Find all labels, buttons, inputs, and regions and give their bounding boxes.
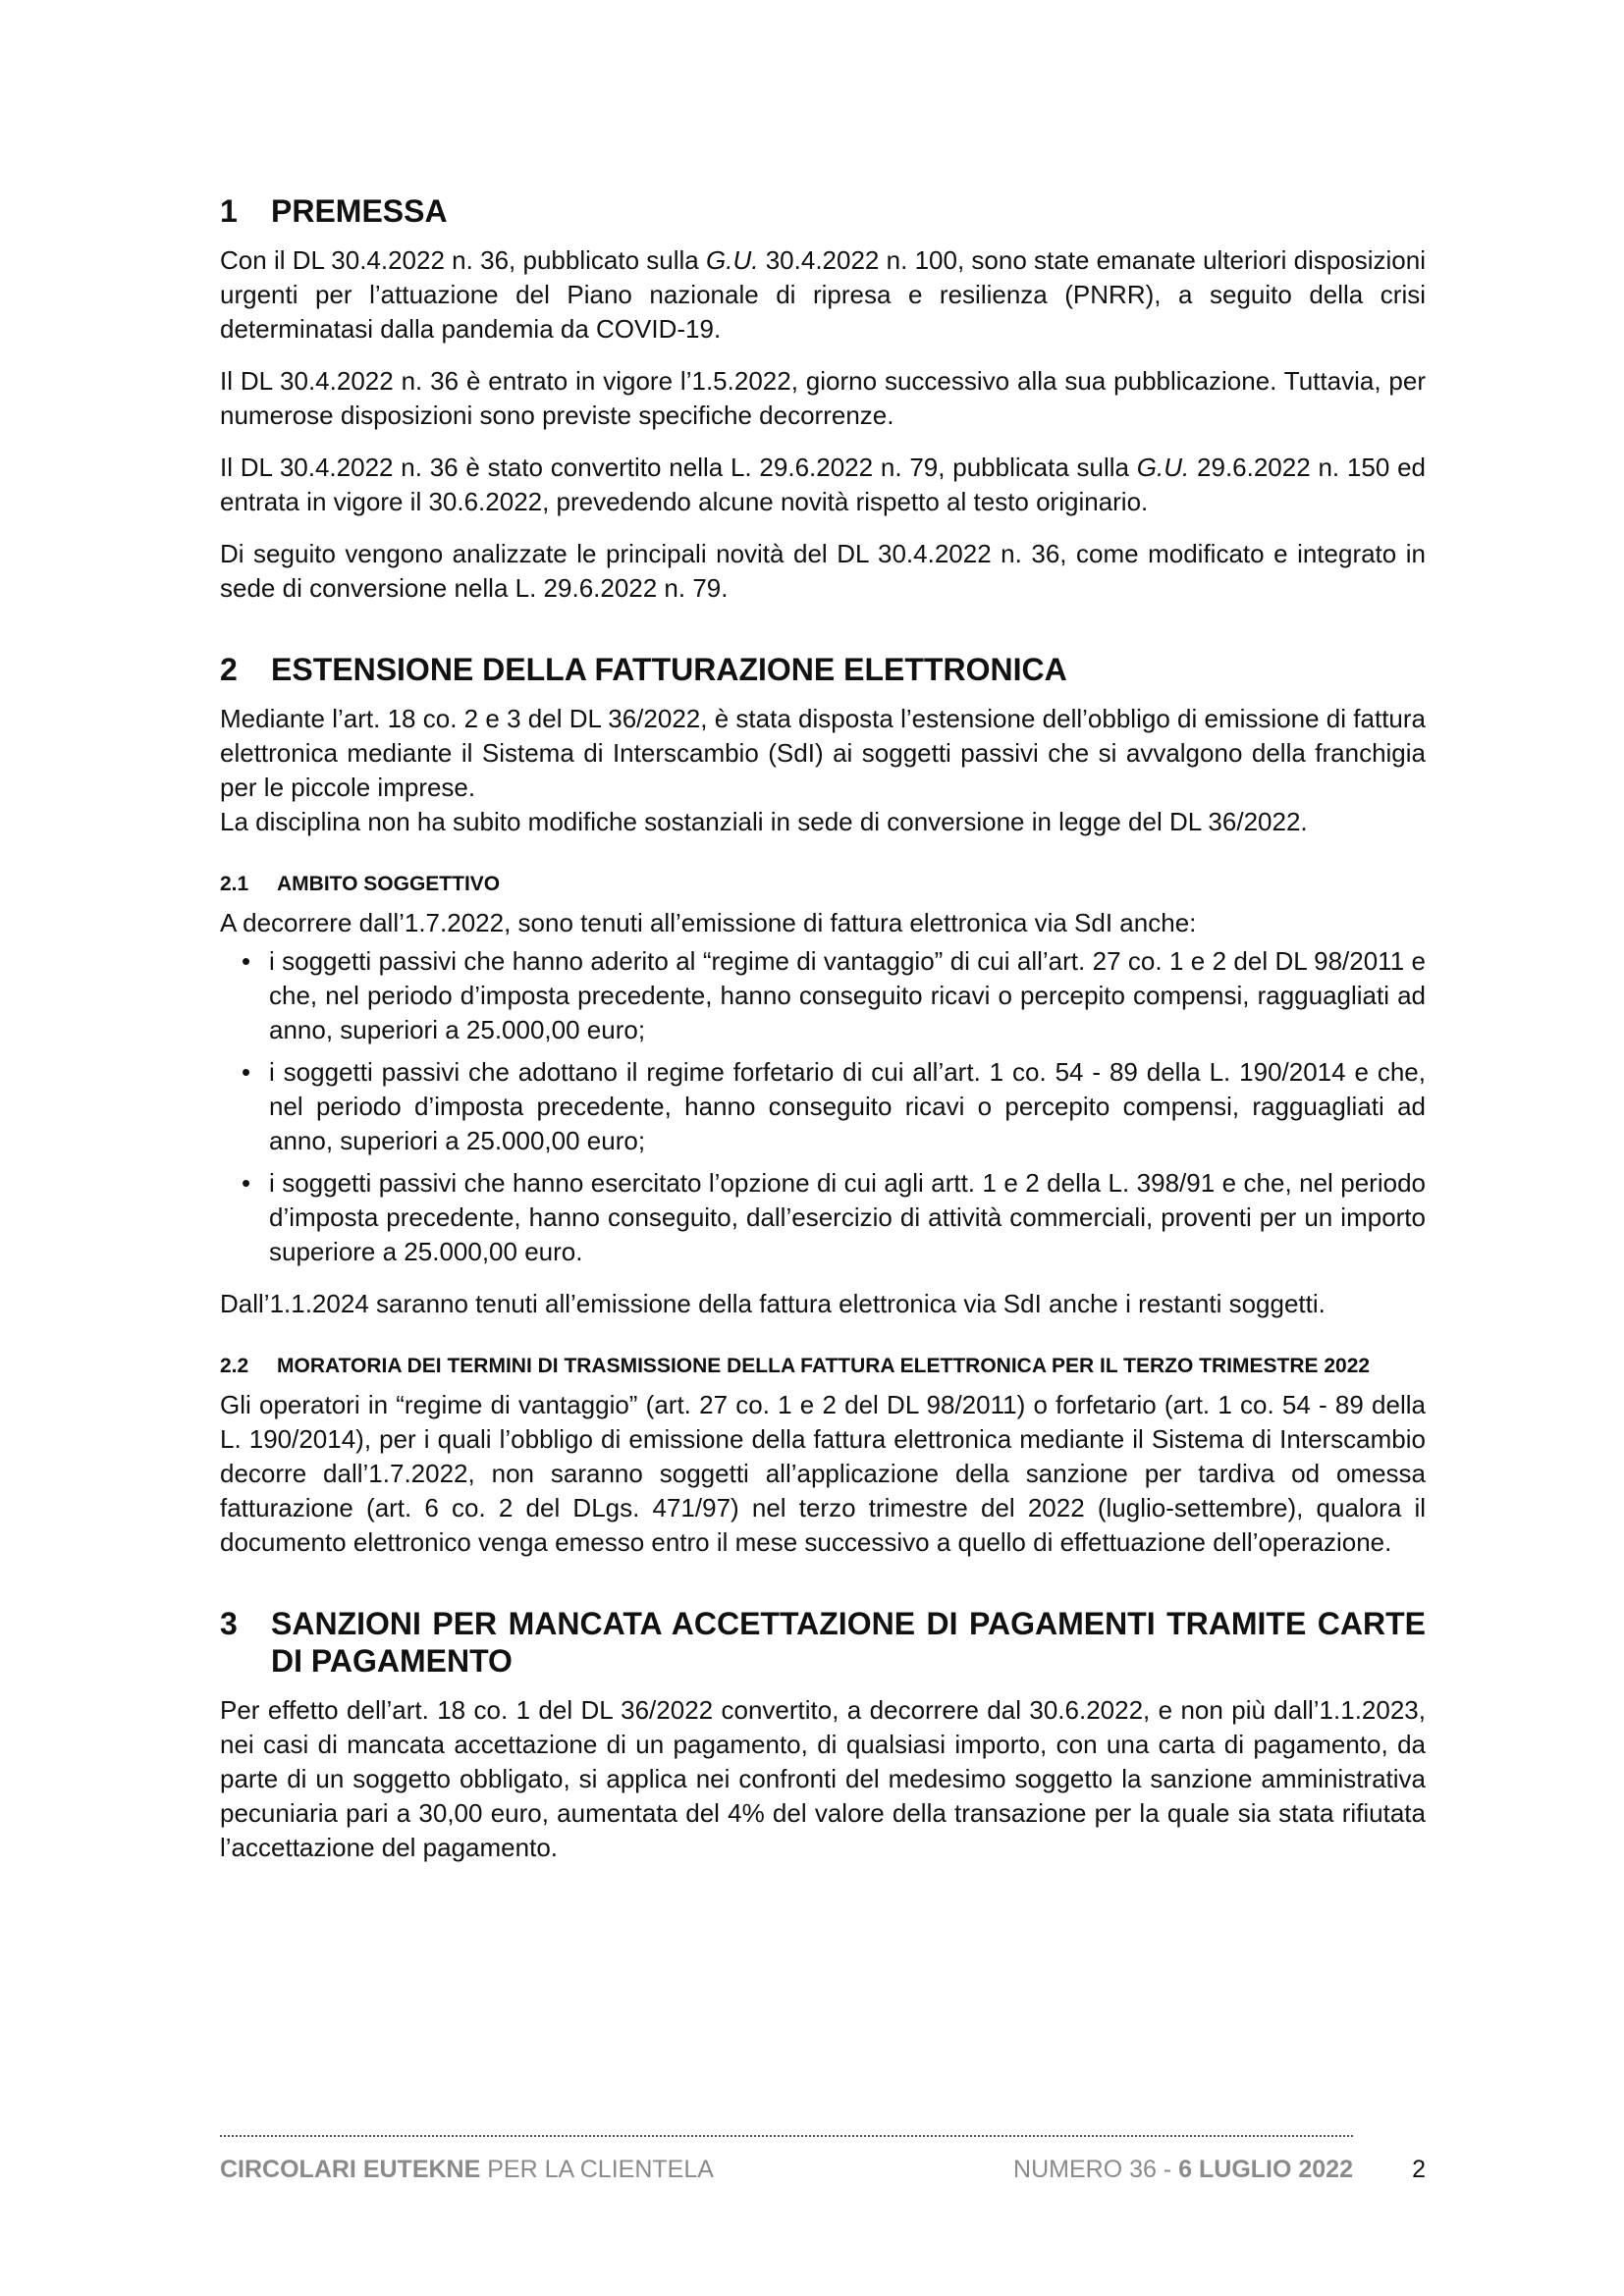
section-heading: [220, 651, 1426, 688]
section-sanzioni-carte: [220, 1605, 1426, 1865]
bullet-list: [220, 944, 1426, 1269]
subsection-ambito-soggettivo: [220, 873, 1426, 1321]
bullet-icon: •: [242, 946, 251, 976]
subsection-heading: [220, 873, 1426, 896]
paragraph: Di seguito vengono analizzate le principali novità del DL 30.4.2022 n. 36, come modificato e integrato in sede di conversione nella L. 29.6.2022 n. 79.: [220, 539, 1426, 603]
subsection-moratoria: [220, 1355, 1426, 1560]
section-title: ESTENSIONE DELLA FATTURAZIONE ELETTRONICA: [271, 652, 1067, 687]
section-title: PREMESSA: [271, 193, 448, 229]
subsection-number: 2.2: [220, 1355, 249, 1377]
list-item: • i soggetti passivi che hanno aderito al “regime di vantaggio” di cui all’art. 27 co. 1 e 2 del DL 98/2011 e che, nel periodo d’imposta precedente, hanno conseguito ricavi o percepito compensi, ragguagliati ad anno, superiori a 25.000,00 euro;: [242, 946, 1426, 1044]
subsection-number: 2.1: [220, 873, 249, 895]
footer-issue-date: NUMERO 36 - 6 LUGLIO 2022: [1013, 2156, 1353, 2183]
section-premessa: [220, 192, 1426, 606]
paragraph: Per effetto dell’art. 18 co. 1 del DL 36/2022 convertito, a decorrere dal 30.6.2022, e non più dall’1.1.2023, nei casi di mancata accettazione di un pagamento, di qualsiasi importo, con una carta di pagamento, da parte di un soggetto obbligato, si applica nei confronti del medesimo soggetto la sanzione amministrativa pecuniaria pari a 30,00 euro, aumentata del 4% del valore della transazione per la quale sia stata rifiutata l’accettazione del pagamento.: [220, 1695, 1426, 1862]
subsection-title: MORATORIA DEI TERMINI DI TRASMISSIONE DELLA FATTURA ELETTRONICA PER IL TERZO TRIMESTRE 2022: [277, 1355, 1371, 1377]
paragraph: Dall’1.1.2024 saranno tenuti all’emissione della fattura elettronica via SdI anche i restanti soggetti.: [220, 1289, 1326, 1318]
paragraph: Il DL 30.4.2022 n. 36 è stato convertito nella L. 29.6.2022 n. 79, pubblicata sulla G.U. 29.6.2022 n. 150 ed entrata in vigore il 30.6.2022, prevedendo alcune novità rispetto al testo originario.: [220, 453, 1426, 516]
paragraph: Mediante l’art. 18 co. 2 e 3 del DL 36/2022, è stata disposta l’estensione dell’obbligo di emissione di fattura elettronica mediante il Sistema di Interscambio (SdI) ai soggetti passivi che si avvalgono della franchigia per le piccole imprese.: [220, 704, 1426, 802]
subsection-heading: [220, 1355, 1426, 1378]
list-item: • i soggetti passivi che adottano il regime forfetario di cui all’art. 1 co. 54 - 89 della L. 190/2014 e che, nel periodo d’imposta precedente, hanno conseguito ricavi o percepito compensi, ragguagliati ad anno, superiori a 25.000,00 euro;: [242, 1057, 1426, 1155]
section-fatturazione-elettronica: [220, 651, 1426, 1560]
paragraph: A decorrere dall’1.7.2022, sono tenuti all’emissione di fattura elettronica via SdI anche:: [220, 908, 1197, 937]
section-number: 2: [220, 652, 238, 687]
paragraph: La disciplina non ha subito modifiche sostanziali in sede di conversione in legge del DL 36/2022.: [220, 807, 1308, 836]
paragraph: Il DL 30.4.2022 n. 36 è entrato in vigore l’1.5.2022, giorno successivo alla sua pubblicazione. Tuttavia, per numerose disposizioni sono previste specifiche decorrenze.: [220, 366, 1426, 430]
bullet-icon: •: [242, 1057, 251, 1087]
section-heading: [220, 192, 1426, 230]
section-number: 1: [220, 193, 238, 229]
subsection-title: AMBITO SOGGETTIVO: [277, 873, 501, 895]
list-item: • i soggetti passivi che hanno esercitato l’opzione di cui agli artt. 1 e 2 della L. 398/91 e che, nel periodo d’imposta precedente, hanno conseguito, dall’esercizio di attività commerciali, proventi per un importo superiore a 25.000,00 euro.: [242, 1168, 1426, 1266]
section-title: SANZIONI PER MANCATA ACCETTAZIONE DI PAGAMENTI TRAMITE CARTE DI PAGAMENTO: [271, 1606, 1426, 1679]
footer-brand: CIRCOLARI EUTEKNE PER LA CLIENTELA: [220, 2156, 714, 2183]
section-number: 3: [220, 1606, 238, 1641]
bullet-icon: •: [242, 1168, 251, 1198]
footer-divider: [220, 2135, 1353, 2137]
page-footer: [220, 2156, 1426, 2189]
document-page: [220, 192, 1426, 1910]
page-number: 2: [1412, 2156, 1426, 2183]
section-heading: [220, 1605, 1426, 1680]
paragraph: Con il DL 30.4.2022 n. 36, pubblicato sulla G.U. 30.4.2022 n. 100, sono state emanate ulteriori disposizioni urgenti per l’attuazione del Piano nazionale di ripresa e resilienza (PNRR), a seguito della crisi determinatasi dalla pandemia da COVID-19.: [220, 245, 1426, 344]
paragraph: Gli operatori in “regime di vantaggio” (art. 27 co. 1 e 2 del DL 98/2011) o forfetario (art. 1 co. 54 - 89 della L. 190/2014), per i quali l’obbligo di emissione della fattura elettronica mediante il Sistema di Interscambio decorre dall’1.7.2022, non saranno soggetti all’applicazione della sanzione per tardiva od omessa fatturazione (art. 6 co. 2 del DLgs. 471/97) nel terzo trimestre del 2022 (luglio-settembre), qualora il documento elettronico venga emesso entro il mese successivo a quello di effettuazione dell’operazione.: [220, 1390, 1426, 1557]
